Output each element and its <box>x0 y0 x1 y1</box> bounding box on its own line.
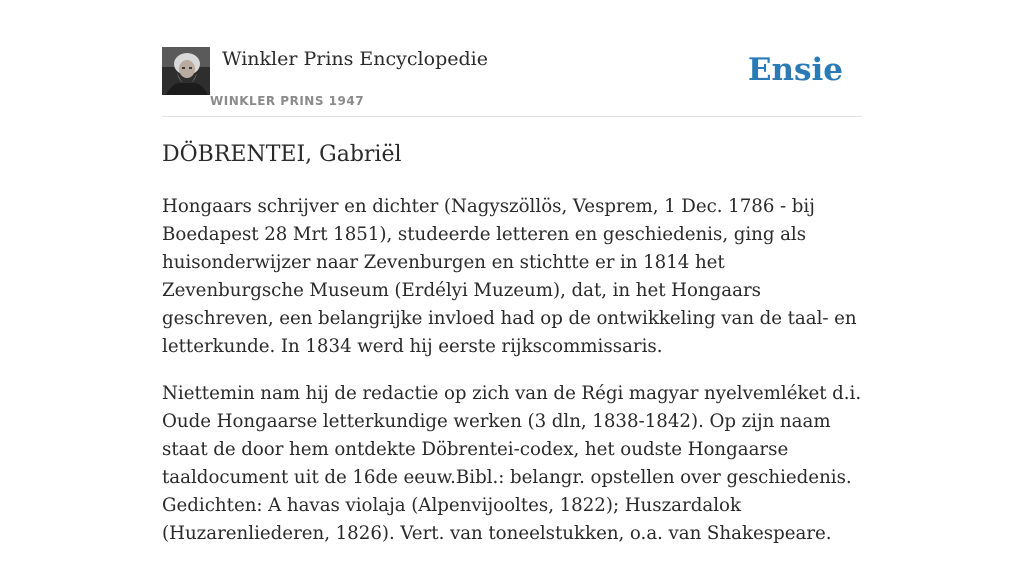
avatar[interactable] <box>162 47 210 95</box>
article-title: DÖBRENTEI, Gabriël <box>162 142 402 167</box>
article-paragraph: Niettemin nam hij de redactie op zich van de Régi magyar nyelvemléket d.i. Oude Hongaarse letterkundige werken (3 dln, 1838-1842). Op zijn naam staat de door hem ontdekte Döbrentei-codex, het oudste Hongaarse taaldocument uit de 16de eeuw.Bibl.: belangr. opstellen over geschiedenis. Gedichten: A havas violaja (Alpenvijooltes, 1822); Huszardalok (Huzarenliederen, 1826). Vert. van toneelstukken, o.a. van Shakespeare. <box>162 383 862 544</box>
site-title[interactable]: Winkler Prins Encyclopedie <box>222 48 488 70</box>
portrait-image <box>162 47 210 95</box>
edition-label[interactable]: WINKLER PRINS 1947 <box>210 94 365 108</box>
brand-logo[interactable]: Ensie <box>747 52 843 88</box>
article <box>162 138 862 567</box>
site-header <box>162 44 862 117</box>
article-paragraph: Hongaars schrijver en dichter (Nagyszöllös, Vesprem, 1 Dec. 1786 - bij Boedapest 28 Mrt 1851), studeerde letteren en geschiedenis, ging als huisonderwijzer naar Zevenburgen en stichtte er in 1814 het Zevenburgsche Museum (Erdélyi Muzeum), dat, in het Hongaars geschreven, een belangrijke invloed had op de ontwikkeling van de taal- en letterkunde. In 1834 werd hij eerste rijkscommissaris. <box>162 196 857 357</box>
